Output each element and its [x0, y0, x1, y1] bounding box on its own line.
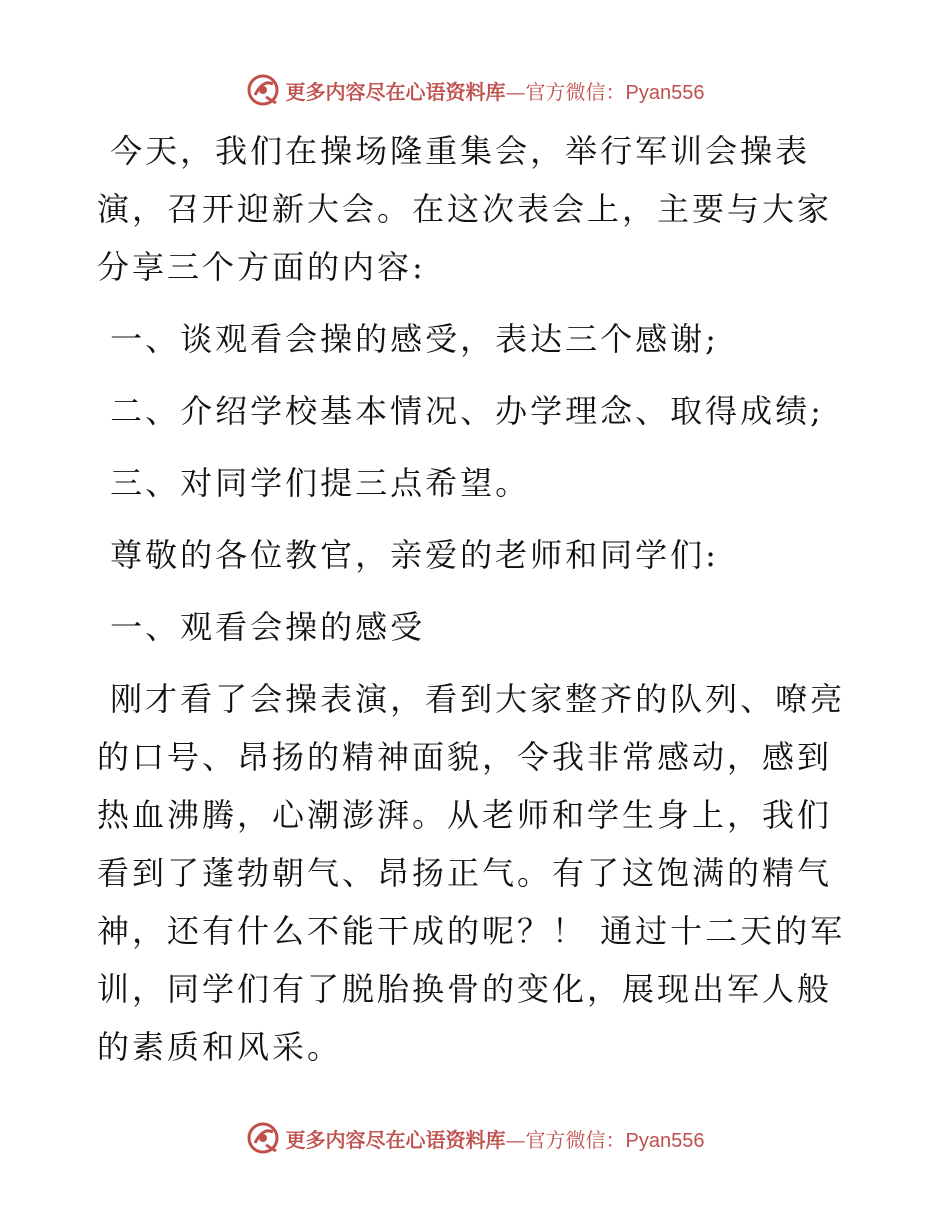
outline-item-3: 三、对同学们提三点希望。: [97, 464, 531, 502]
banner-wechat: Pyan556: [625, 1129, 705, 1152]
banner-text: [286, 76, 705, 105]
footer-banner: [0, 1118, 950, 1158]
banner-wechat: Pyan556: [625, 81, 705, 104]
header-banner: [0, 70, 950, 110]
banner-brand: 更多内容尽在心语资料库: [285, 1127, 506, 1152]
outline-item-1: 一、谈观看会操的感受，表达三个感谢;: [97, 320, 719, 358]
salutation: 尊敬的各位教官，亲爱的老师和同学们:: [97, 536, 719, 574]
banner-official: 官方微信：: [525, 1127, 626, 1152]
body-paragraph: 刚才看了会操表演，看到大家整齐的队列、嘹亮的口号、昂扬的精神面貌，令我非常感动，感到热血沸腾，心潮澎湃。从老师和学生身上，我们看到了蓬勃朝气、昂扬正气。有了这饱满的精气神，还有什么不能干成的呢？！ 通过十二天的军训，同学们有了脱胎换骨的变化，展现出军人般的素质和风采。: [97, 680, 846, 1066]
document-body: [97, 118, 857, 1076]
banner-dash: —: [505, 1127, 526, 1152]
outline-item-2: 二、介绍学校基本情况、办学理念、取得成绩;: [97, 392, 824, 430]
banner-official: 官方微信：: [525, 79, 626, 104]
banner-dash: —: [505, 79, 526, 104]
brand-logo-icon: [246, 1121, 280, 1155]
banner-text: [286, 1124, 705, 1153]
section-heading-1: 一、观看会操的感受: [97, 608, 426, 646]
brand-logo-icon: [246, 73, 280, 107]
banner-brand: 更多内容尽在心语资料库: [285, 79, 506, 104]
intro-paragraph: 今天，我们在操场隆重集会，举行军训会操表演，召开迎新大会。在这次表会上，主要与大家分享三个方面的内容:: [97, 132, 833, 286]
